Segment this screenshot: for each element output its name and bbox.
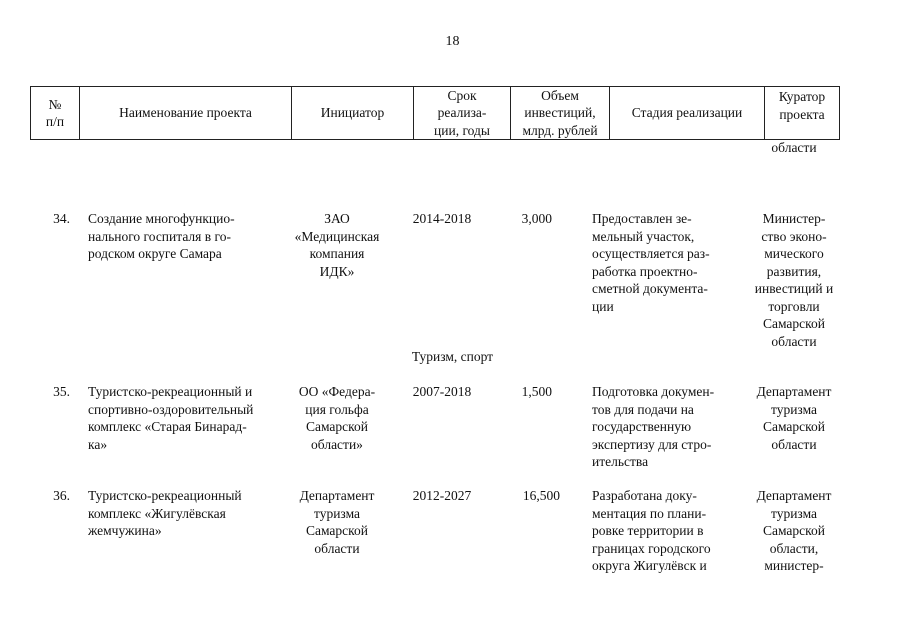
continuation-text: области [771,140,817,155]
header-col-investment: Объем инвестиций, млрд. рублей [511,87,610,139]
period: 2007-2018 [412,384,472,399]
curator: Департамент туризма Самарской области [756,384,832,452]
row-number: 35. [53,384,70,399]
section-title: Туризм, спорт [411,349,494,364]
header-col-initiator: Инициатор [292,87,414,139]
stage: Разработана доку- ментация по плани- ровке территории в границах городского округа Жигулёвск и [592,488,711,573]
header-col-project-name: Наименование проекта [80,87,292,139]
period: 2012-2027 [412,488,472,503]
initiator: Департамент туризма Самарской области [299,488,375,556]
curator: Министер- ство эконо- мического развития, инвестиций и торговли Самарской области [754,211,834,349]
row-number: 36. [53,488,70,503]
project-name: Создание многофункцио- нального госпиталя в го- родском округе Самара [88,211,235,261]
page-number: 18 [445,34,460,49]
header-col-stage: Стадия реализации [610,87,765,139]
header-col-curator: Куратор проекта [778,89,826,122]
investment-volume: 16,500 [522,488,560,503]
period: 2014-2018 [412,211,472,226]
initiator: ОО «Федера- ция гольфа Самарской области» [298,384,376,452]
header-col-period: Срок реализа- ции, годы [414,87,511,139]
initiator: ЗАО «Медицинская компания ИДК» [294,211,380,279]
curator: Департамент туризма Самарской области, министер- [756,488,832,573]
row-number: 34. [53,211,70,226]
stage: Предоставлен зе- мельный участок, осуществляется раз- работка проектно- сметной документа- ции [592,211,710,314]
table-header [30,86,840,140]
investment-volume: 3,000 [521,211,552,226]
project-name: Туристско-рекреационный и спортивно-оздоровительный комплекс «Старая Бинарад- ка» [88,384,254,452]
stage: Подготовка докумен- тов для подачи на государственную экспертизу для стро- ительства [592,384,715,469]
investment-volume: 1,500 [521,384,552,399]
project-name: Туристско-рекреационный комплекс «Жигулёвская жемчужина» [88,488,242,538]
header-col-number: № п/п [31,87,80,139]
